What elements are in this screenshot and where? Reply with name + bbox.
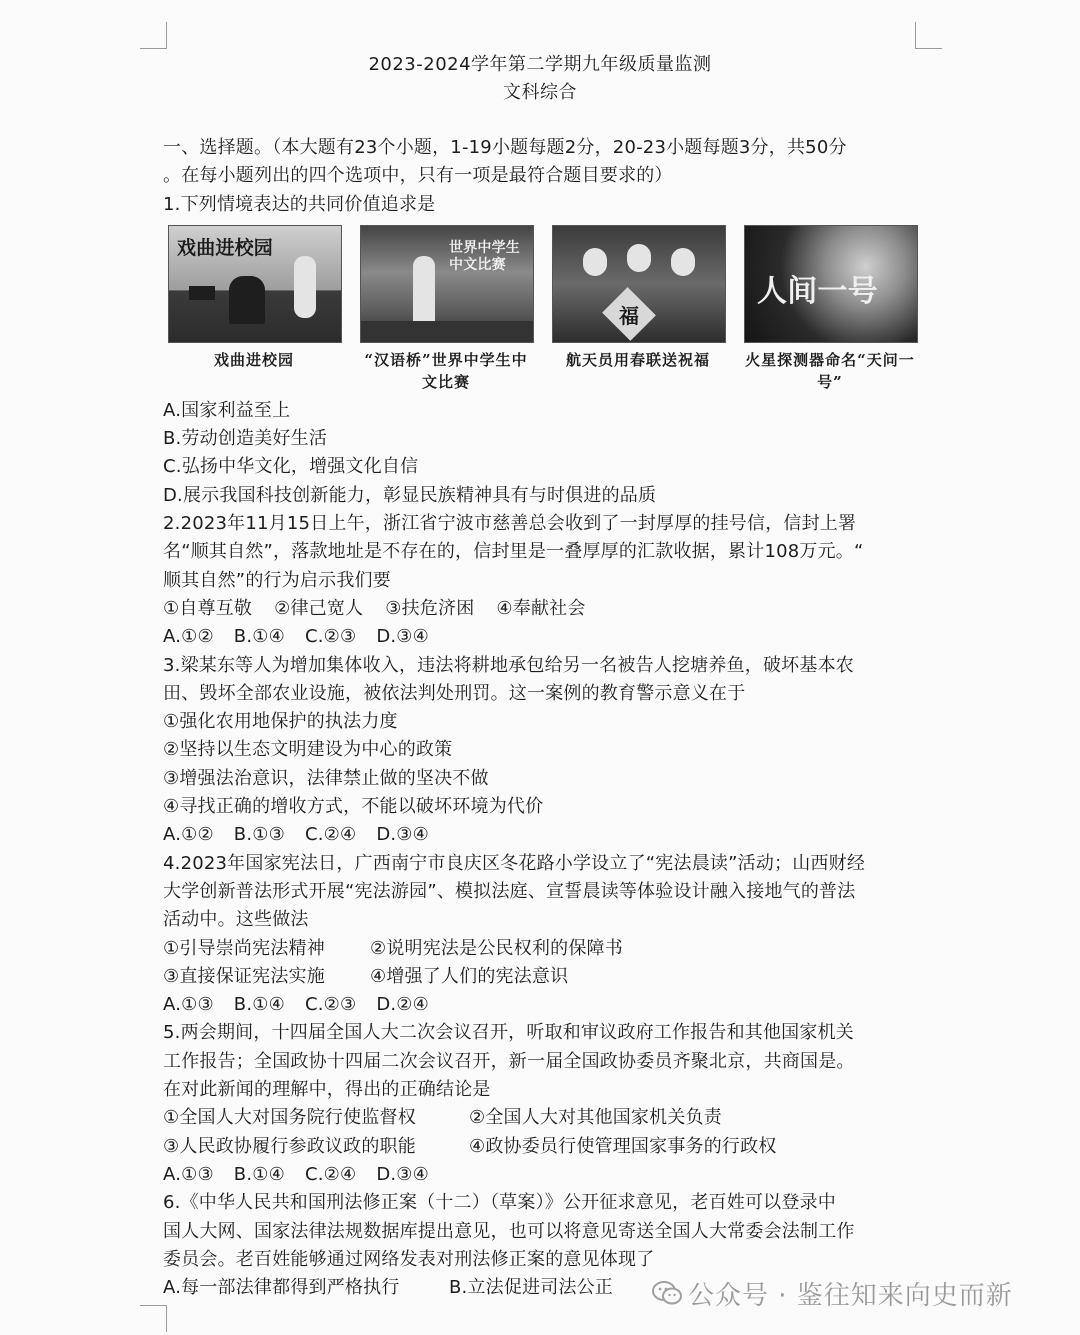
- q4-answer: A.①③: [163, 994, 214, 1016]
- q4-answer: C.②③: [304, 994, 357, 1016]
- q2-stem-line: 2.2023年11月15日上午，浙江省宁波市慈善总会收到了一封厚厚的挂号信，信封上署: [163, 513, 857, 535]
- astronaut-face: [627, 244, 651, 272]
- photo-fu-text: 福: [619, 303, 640, 328]
- q3-stem-line: 3.梁某东等人为增加集体收入，违法将耕地承包给另一名被告人挖塘养鱼，破坏基本农: [163, 654, 854, 676]
- q4-stem-line: 4.2023年国家宪法日，广西南宁市良庆区冬花路小学设立了“宪法晨读”活动；山西财经: [163, 852, 866, 874]
- q3-answer: A.①②: [163, 824, 214, 846]
- astronaut-face: [671, 248, 695, 276]
- section-instructions-line1: 一、选择题。（本大题有23个小题，1-19小题每题2分，20-23小题每题3分，共50分: [163, 137, 847, 158]
- q3-item: ①强化农用地保护的执法力度: [163, 711, 398, 733]
- q4-items-row: [163, 963, 923, 991]
- q2-item: ①自尊互敬: [163, 597, 253, 619]
- q1-image-caption: 火星探测器命名“天问一号”: [745, 350, 915, 391]
- q5-item: ①全国人大对国务院行使监督权: [163, 1107, 416, 1129]
- q4-answer: B.①④: [233, 994, 285, 1016]
- q3-stem-line: 田、毁坏全部农业设施，被依法判处刑罚。这一案例的教育警示意义在于: [163, 682, 746, 704]
- q3-answers: [163, 821, 923, 849]
- chinese-bridge-photo: [360, 225, 534, 343]
- q5-stem-line: 在对此新闻的理解中，得出的正确结论是: [163, 1079, 491, 1101]
- q5-answer: D.③④: [376, 1163, 429, 1185]
- q5-stem-line: 5.两会期间，十四届全国人大二次会议召开，听取和审议政府工作报告和其他国家机关: [163, 1022, 854, 1044]
- q3-item: ④寻找正确的增收方式，不能以破坏环境为代价: [163, 796, 544, 818]
- q4-item: ④增强了人们的宪法意识: [370, 965, 569, 987]
- q2-item: ③扶危济困: [385, 597, 475, 619]
- q1-stem: 1.下列情境表达的共同价值追求是: [163, 193, 436, 215]
- photo-banner-text: 戏曲进校园: [177, 236, 274, 259]
- q4-stem-line: 活动中。这些做法: [163, 909, 309, 931]
- q3-item: ③增强法治意识，法律禁止做的坚决不做: [163, 767, 489, 789]
- q5-item: ②全国人大对其他国家机关负责: [469, 1107, 722, 1129]
- q6-stem-line: 国人大网、国家法律法规数据库提出意见，也可以将意见寄送全国人大常委会法制工作: [163, 1220, 855, 1242]
- q5-items-row: [163, 1133, 923, 1161]
- q1-image-card: [744, 225, 916, 393]
- q1-option-c: C.弘扬中华文化，增强文化自信: [163, 456, 419, 478]
- q3-answer: C.②④: [304, 824, 357, 846]
- q6-option: A.每一部法律都得到严格执行: [163, 1277, 400, 1299]
- crop-mark-top-left: [140, 22, 167, 49]
- q5-item: ④政协委员行使管理国家事务的行政权: [469, 1135, 777, 1157]
- q1-image-caption: 航天员用春联送祝福: [565, 350, 710, 369]
- q4-item: ①引导崇尚宪法精神: [163, 937, 325, 959]
- q1-image-row: [168, 225, 916, 393]
- stage-floor: [361, 321, 533, 342]
- q5-stem-line: 工作报告；全国政协十四届二次会议召开，新一届全国政协委员齐聚北京，共商国是。: [163, 1050, 855, 1072]
- q6-stem-line: 委员会。老百姓能够通过网络发表对刑法修正案的意见体现了: [163, 1248, 655, 1270]
- q1-image-caption: “汉语桥”世界中学生中文比赛: [364, 350, 528, 391]
- q4-answer: D.②④: [376, 994, 429, 1016]
- q2-answer: B.①④: [233, 626, 285, 648]
- crop-mark-bottom-left: [140, 1305, 167, 1332]
- q1-image-caption: 戏曲进校园: [213, 350, 294, 369]
- performer-figure: [229, 276, 265, 324]
- q2-item: ②律己宽人: [274, 597, 364, 619]
- q5-items-row: [163, 1104, 923, 1132]
- q5-answers: [163, 1161, 923, 1189]
- stage-prop: [189, 286, 215, 300]
- section-instructions-line2: 。在每小题列出的四个选项中，只有一项是最符合题目要求的）: [163, 165, 673, 187]
- exam-subtitle: 文科综合: [503, 82, 577, 103]
- q2-answers: [163, 623, 923, 651]
- q2-items: [163, 595, 923, 623]
- costume-figure: [294, 256, 316, 318]
- q1-option-d: D.展示我国科技创新能力，彰显民族精神具有与时俱进的品质: [163, 484, 657, 506]
- q2-item: ④奉献社会: [496, 597, 586, 619]
- wechat-official-account-icon: [652, 1280, 682, 1306]
- q2-stem-line: 顺其自然”的行为启示我们要: [163, 569, 391, 591]
- q3-answer: D.③④: [376, 824, 429, 846]
- q2-answer: D.③④: [376, 626, 429, 648]
- q4-item: ②说明宪法是公民权利的保障书: [370, 937, 623, 959]
- q1-image-card: [552, 225, 724, 393]
- exam-title: 2023-2024学年第二学期九年级质量监测: [368, 54, 712, 75]
- q3-item: ②坚持以生态文明建设为中心的政策: [163, 739, 453, 761]
- watermark-text: 公众号 · 鉴往知来向史而新: [688, 1280, 1013, 1311]
- astronaut-face: [583, 248, 607, 276]
- q1-option-a: A.国家利益至上: [163, 399, 291, 421]
- q5-answer: C.②④: [304, 1163, 357, 1185]
- q1-option-b: B.劳动创造美好生活: [163, 428, 328, 450]
- astronaut-couplets-photo: [552, 225, 726, 343]
- tianwen-photo: [744, 225, 918, 343]
- photo-title-text: 人间一号: [757, 273, 878, 309]
- exam-content: [163, 134, 923, 1302]
- q1-image-card: [168, 225, 340, 393]
- q4-item: ③直接保证宪法实施: [163, 965, 325, 987]
- q4-stem-line: 大学创新普法形式开展“宪法游园”、模拟法庭、宣誓晨读等体验设计融入接地气的普法: [163, 880, 856, 902]
- q5-answer: B.①④: [233, 1163, 285, 1185]
- q2-stem-line: 名“顺其自然”，落款地址是不存在的，信封里是一叠厚厚的汇款收据，累计108万元。“: [163, 541, 864, 563]
- q4-items-row: [163, 935, 923, 963]
- q3-answer: B.①③: [233, 824, 285, 846]
- q2-answer: A.①②: [163, 626, 214, 648]
- q4-answers: [163, 991, 923, 1019]
- photo-banner-text: 世界中学生中文比赛: [449, 239, 520, 273]
- crop-mark-top-right: [915, 22, 942, 49]
- opera-campus-photo: [168, 225, 342, 343]
- q6-option: B.立法促进司法公正: [449, 1277, 614, 1299]
- q5-answer: A.①③: [163, 1163, 214, 1185]
- wechat-watermark: [652, 1275, 1013, 1311]
- q1-image-card: [360, 225, 532, 393]
- q5-item: ③人民政协履行参政议政的职能: [163, 1135, 416, 1157]
- q6-stem-line: 6.《中华人民共和国刑法修正案（十二）（草案）》公开征求意见，老百姓可以登录中: [163, 1192, 836, 1214]
- q2-answer: C.②③: [304, 626, 357, 648]
